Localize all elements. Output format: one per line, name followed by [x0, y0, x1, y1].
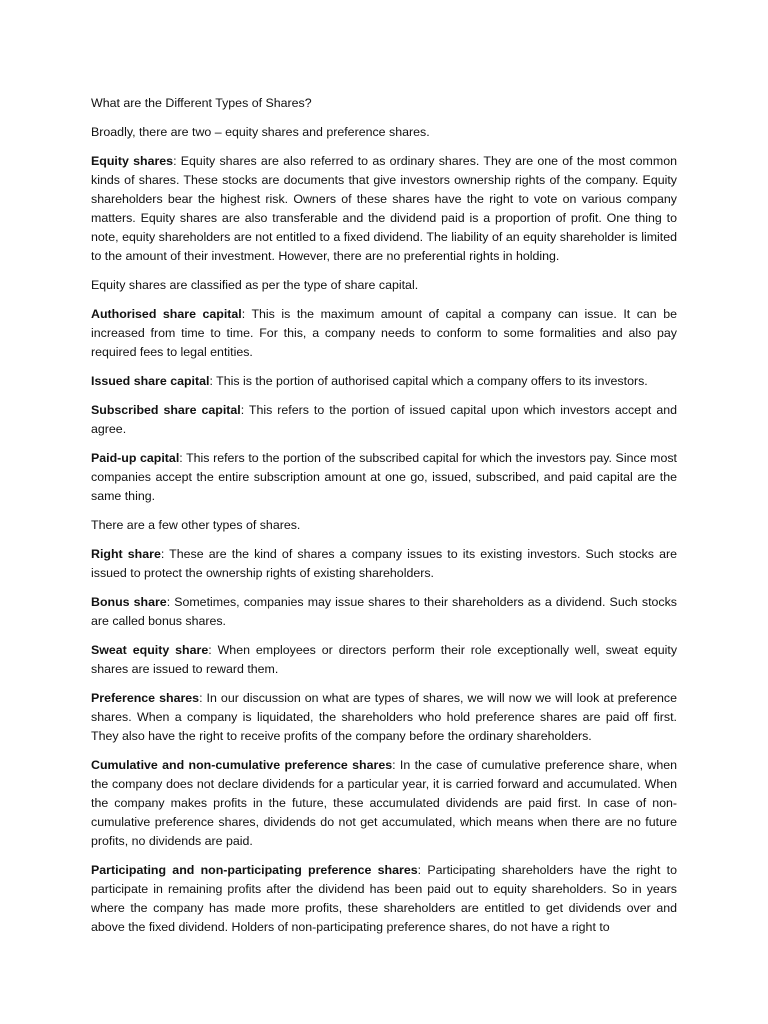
paragraph-subscribed-share-capital	[91, 401, 677, 439]
document-title: What are the Different Types of Shares?	[91, 96, 312, 110]
intro-paragraph: Broadly, there are two – equity shares and preference shares.	[91, 125, 430, 139]
paragraph-text: Equity shares are classified as per the type of share capital.	[91, 278, 419, 292]
term-label: Paid-up capital	[91, 451, 180, 465]
paragraph-cumulative-preference-shares	[91, 756, 677, 851]
paragraph-bonus-share	[91, 593, 677, 631]
paragraph-text: : This is the portion of authorised capital which a company offers to its investors.	[209, 374, 648, 388]
paragraph-sweat-equity-share	[91, 641, 677, 679]
paragraph-text: : These are the kind of shares a company issues to its existing investors. Such stocks are issued to protect the ownership rights of existing shareholders.	[91, 547, 678, 580]
paragraph-text: : This is the maximum amount of capital a company can issue. It can be increased from time to time. For this, a company needs to conform to some formalities and also pay required fees to legal entities.	[91, 307, 677, 359]
paragraph-authorised-share-capital	[91, 305, 677, 362]
term-label: Sweat equity share	[91, 643, 209, 657]
paragraph-issued-share-capital	[91, 372, 677, 391]
term-label: Subscribed share capital	[91, 403, 241, 417]
paragraph-text: : In the case of cumulative preference share, when the company does not declare dividends for a particular year, it is carried forward and accumulated. When the company makes profits in the future, these accumulated dividends are paid first. In case of non-cumulative preference shares, dividends do not get accumulated, which means when there are no future profits, no dividends are paid.	[91, 758, 677, 848]
paragraph-text: : Sometimes, companies may issue shares to their shareholders as a dividend. Such stocks are called bonus shares.	[91, 595, 677, 628]
paragraph-right-share	[91, 545, 677, 583]
paragraph-equity-shares	[91, 152, 677, 266]
paragraph-preference-shares	[91, 689, 677, 746]
paragraph-participating-preference-shares	[91, 861, 677, 937]
paragraph-text: : In our discussion on what are types of shares, we will now we will look at preference shares. When a company is liquidated, the shareholders who hold preference shares are paid off first. They also have the right to receive profits of the company before the ordinary shareholders.	[91, 691, 677, 743]
paragraph-text: : Equity shares are also referred to as ordinary shares. They are one of the most common kinds of shares. These stocks are documents that give investors ownership rights of the company. Equity shareholders bear the highest risk. Owners of these shares have the right to vote on various company matters. Equity shares are also transferable and the dividend paid is a proportion of profit. One thing to note, equity shareholders are not entitled to a fixed dividend. The liability of an equity shareholder is limited to the amount of their investment. However, there are no preferential rights in holding.	[91, 154, 677, 263]
paragraph-text: : Participating shareholders have the right to participate in remaining profits after the dividend has been paid out to equity shareholders. So in years where the company has made more profits, these shareholders are entitled to get dividends over and above the fixed dividend. Holders of non-participating preference shares, do not have a right to	[91, 863, 677, 934]
paragraph-other-types	[91, 516, 677, 535]
term-label: Bonus share	[91, 595, 167, 609]
document-page	[91, 94, 677, 947]
paragraph-text: : This refers to the portion of issued capital upon which investors accept and agree.	[91, 403, 677, 436]
term-label: Participating and non-participating preference shares	[91, 863, 418, 877]
term-label: Preference shares	[91, 691, 200, 705]
term-label: Authorised share capital	[91, 307, 242, 321]
paragraph-classification	[91, 276, 677, 295]
paragraph-text: : This refers to the portion of the subscribed capital for which the investors pay. Since most companies accept the entire subscription amount at one go, issued, subscribed, and paid capital are the same thing.	[91, 451, 677, 503]
term-label: Issued share capital	[91, 374, 210, 388]
paragraph-text: : When employees or directors perform their role exceptionally well, sweat equity shares are issued to reward them.	[91, 643, 678, 676]
paragraph-text: There are a few other types of shares.	[91, 518, 301, 532]
term-label: Right share	[91, 547, 161, 561]
paragraph-paid-up-capital	[91, 449, 677, 506]
term-label: Cumulative and non-cumulative preference shares	[91, 758, 393, 772]
term-label: Equity shares	[91, 154, 174, 168]
